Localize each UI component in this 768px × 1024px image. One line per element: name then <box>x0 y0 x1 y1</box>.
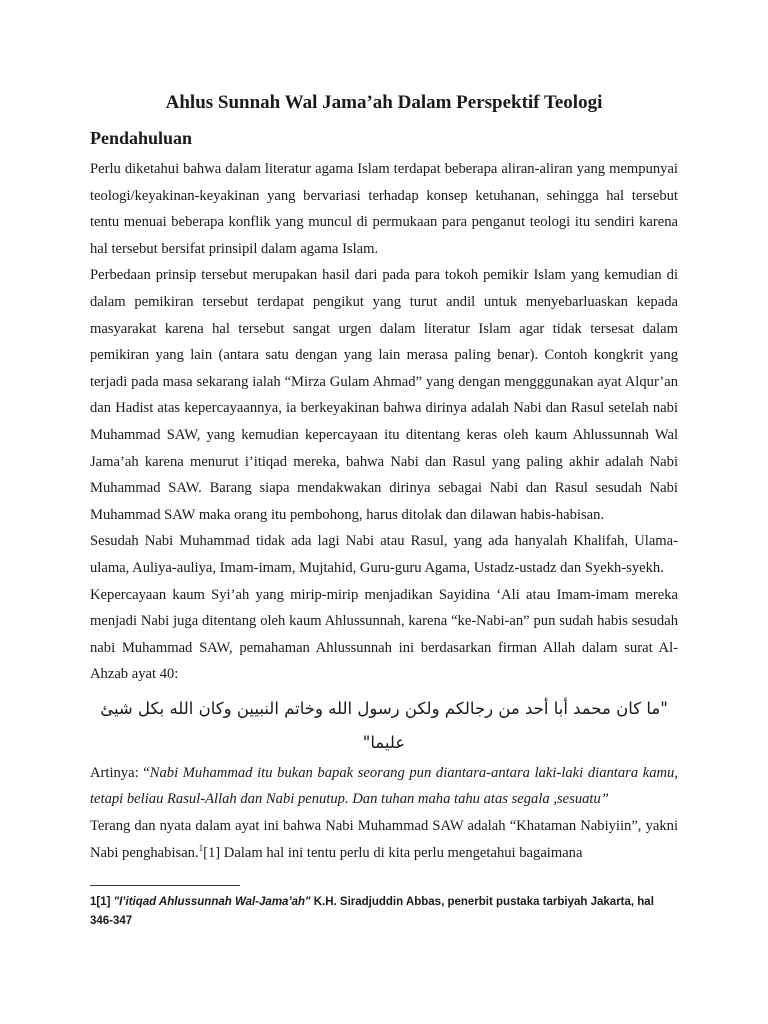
paragraph: Kepercayaan kaum Syi’ah yang mirip-mirip menjadikan Sayidina ‘Ali atau Imam-imam mereka menjadi Nabi juga ditentang oleh kaum Ahlussunnah, karena “ke-Nabi-an” pun sudah habis sesudah nabi Muhammad SAW, pemahaman Ahlussunnah ini berdasarkan firman Allah dalam surat Al-Ahzab ayat 40: <box>90 586 678 683</box>
paragraph: Sesudah Nabi Muhammad tidak ada lagi Nabi atau Rasul, yang ada hanyalah Khalifah, Ulama-ulama, Auliya-auliya, Imam-imam, Mujtahid, Guru-guru Agama, Ustadz-ustadz dan Syekh-syekh. <box>90 533 678 576</box>
closing-text-continued: Dalam hal ini tentu perlu di kita perlu mengetahui bagaimana <box>220 844 583 861</box>
translation-text: Nabi Muhammad itu bukan bapak seorang pun diantara-antara laki-laki diantara kamu, tetapi beliau Rasul-Allah dan Nabi penutup. Dan tuhan maha tahu atas segala ,sesuatu” <box>90 764 678 808</box>
footnote-divider <box>90 885 240 886</box>
footnote-marker[interactable]: 1 <box>198 842 204 853</box>
document-body <box>90 156 678 866</box>
arabic-verse: "ما كان محمد أبا أحد من رجالكم ولكن رسول الله وخاتم النبيين وكان الله بكل شيئ عليما" <box>100 698 668 752</box>
section-heading: Pendahuluan <box>90 128 193 148</box>
paragraph: Perlu diketahui bahwa dalam literatur agama Islam terdapat beberapa aliran-aliran yang mempunyai teologi/keyakinan-keyakinan yang bervariasi terhadap konsep ketuhanan, sehingga hal tersebut tentu menuai beberapa konflik yang muncul di permukaan para penganut teologi itu sendiri karena hal tersebut bersifat prinsipil dalam agama Islam. <box>90 161 678 257</box>
footnote-title: "I’itiqad Ahlussunnah Wal-Jama’ah" <box>113 896 311 908</box>
footnote-citation: K.H. Siradjuddin Abbas, penerbit pustaka tarbiyah Jakarta, hal 346-347 <box>90 896 654 927</box>
closing-text: Terang dan nyata dalam ayat ini bahwa Nabi Muhammad SAW adalah “Khataman Nabiyiin”, yakni Nabi penghabisan. <box>90 818 678 861</box>
paragraph: Perbedaan prinsip tersebut merupakan hasil dari pada para tokoh pemikir Islam yang kemudian di dalam pemikiran tersebut terdapat pengikut yang turut andil untuk menyebarluaskan kepada masyarakat karena hal tersebut sangat urgen dalam literatur Islam agar tidak tersesat dalam pemikiran yang lain (antara satu dengan yang lain merasa paling benar). Contoh kongkrit yang terjadi pada masa sekarang ialah “Mirza Gulam Ahmad” yang dengan mengggunakan ayat Alqur’an dan Hadist atas kepercayaannya, ia berkeyakinan bahwa dirinya adalah Nabi dan Rasul setelah nabi Muhammad SAW, yang kemudian kepercayaan itu ditentang keras oleh kaum Ahlussunnah Wal Jama’ah karena menurut i’itiqad mereka, bahwa Nabi dan Rasul yang paling akhir adalah Nabi Muhammad SAW. Barang siapa mendakwakan dirinya sebagai Nabi dan Rasul sesudah Nabi Muhammad SAW maka orang itu pembohong, harus ditolak dan dilawan habis-habisan. <box>90 267 678 523</box>
footnote <box>90 893 680 931</box>
footnote-ref[interactable]: [1] <box>203 844 221 861</box>
document-title: Ahlus Sunnah Wal Jama’ah Dalam Perspektif Teologi <box>165 92 603 113</box>
closing-paragraph <box>90 813 678 866</box>
translation-paragraph <box>90 760 678 813</box>
footnote-number: 1[1] <box>90 896 114 908</box>
translation-label: Artinya: “ <box>90 764 150 781</box>
